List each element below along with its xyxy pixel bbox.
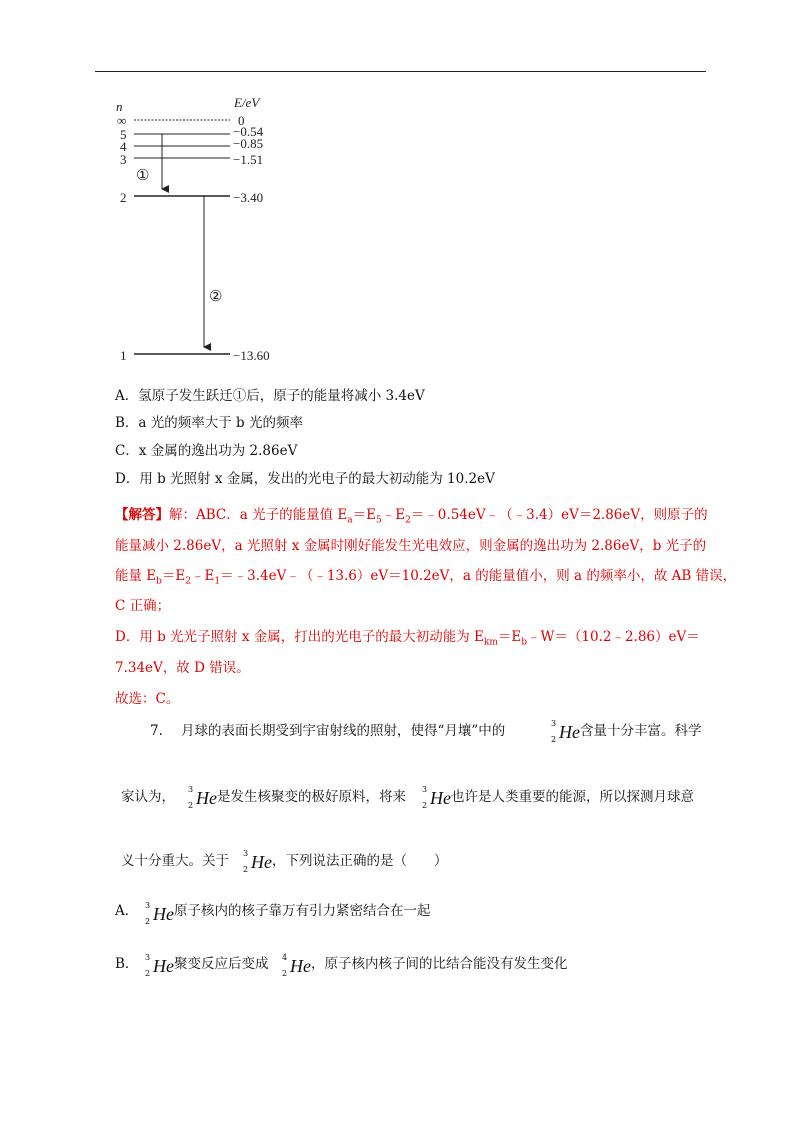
answer-l5-b: ＝E (497, 629, 522, 645)
answer-l1-sub2: 5 (375, 515, 382, 526)
q7-line3-a: 义十分重大。关于 (121, 853, 229, 869)
answer-l3-sub2: 2 (185, 576, 192, 587)
isotope-mass: 3 (422, 785, 428, 794)
isotope-charge: 2 (145, 969, 151, 978)
answer-l5-sub2: b (521, 637, 528, 648)
answer-line-2: 能量减小 2.86eV，a 光照射 x 金属时刚好能发生光电效应，则金属的逸出功为 2.86eV，b 光子的 (115, 538, 707, 554)
q7-option-b-label: B． (115, 956, 139, 972)
level-n-1: 1 (120, 348, 127, 363)
answer-line-4: C 正确； (115, 598, 171, 614)
q7-line1-b: 含量十分丰富。科学 (580, 723, 702, 739)
answer-l1-sub1: a (347, 515, 353, 526)
answer-l5-a: D．用 b 光光子照射 x 金属，打出的光电子的最大初动能为 E (115, 629, 484, 645)
isotope-symbol: He (290, 956, 311, 976)
q7-line2-c: 也许是人类重要的能源，所以探测月球意 (451, 789, 694, 805)
transition-label-2: ② (209, 289, 223, 305)
answer-l1-sub3: 2 (405, 515, 411, 526)
isotope-mass: 3 (243, 849, 249, 858)
answer-l1-a: 解：ABC．a 光子的能量值 E (169, 507, 348, 523)
answer-line-6: 7.34eV，故 D 错误。 (115, 660, 250, 676)
level-n-2: 2 (120, 190, 127, 205)
option-b: B．a 光的频率大于 b 光的频率 (115, 415, 303, 431)
isotope-symbol: He (430, 788, 451, 808)
isotope-charge: 2 (188, 801, 194, 810)
level-e-3: −1.51 (233, 152, 264, 167)
isotope-charge: 2 (551, 735, 557, 744)
isotope-mass: 3 (551, 719, 557, 728)
level-e-4: −0.85 (233, 136, 264, 151)
isotope-mass: 3 (145, 901, 151, 910)
level-e-1: −13.60 (233, 348, 270, 363)
answer-l3-sub1: b (156, 576, 162, 587)
isotope-charge: 2 (422, 801, 428, 810)
answer-l3-b: ＝E (161, 568, 186, 584)
level-e-2: −3.40 (233, 190, 264, 205)
q7-option-b-text1: 聚变反应后变成 (174, 956, 269, 972)
isotope-mass: 3 (145, 953, 151, 962)
answer-tag: 【解答】 (115, 507, 169, 523)
level-e-5: −0.54 (233, 124, 264, 139)
option-c: C．x 金属的逸出功为 2.86eV (115, 443, 298, 459)
isotope-symbol: He (153, 956, 174, 976)
answer-line-3 (115, 567, 736, 591)
q7-option-a-text: 原子核内的核子靠万有引力紧密结合在一起 (174, 903, 431, 919)
answer-l5-sub1: km (483, 637, 498, 648)
axis-n-label: n (116, 99, 123, 114)
q7-option-a-label: A． (115, 903, 139, 919)
option-a: A．氢原子发生跃迁①后，原子的能量将减小 3.4eV (115, 388, 425, 404)
answer-l1-c: ﹣E (381, 507, 406, 523)
answer-l5-c: ﹣W＝（10.2﹣2.86）eV＝ (527, 629, 700, 645)
answer-l3-sub3: 1 (214, 576, 221, 587)
answer-l1-d: ＝﹣0.54eV﹣（﹣3.4）eV＝2.86eV，则原子的 (410, 507, 708, 523)
isotope-mass: 4 (282, 953, 288, 962)
answer-l3-c: ﹣E (191, 568, 215, 584)
isotope-symbol: He (251, 852, 272, 872)
isotope-charge: 2 (282, 969, 288, 978)
energy-level-diagram (112, 92, 312, 367)
level-e-inf: 0 (238, 113, 245, 128)
question-7-number: 7. (150, 723, 163, 739)
header-rule (95, 71, 706, 72)
answer-l1-b: ＝E (352, 507, 376, 523)
isotope-charge: 2 (145, 917, 151, 926)
q7-line1-a: 月球的表面长期受到宇宙射线的照射，使得“月壤”中的 (181, 723, 506, 739)
answer-l3-a: 能量 E (115, 568, 157, 584)
transition-label-1: ① (136, 168, 150, 184)
isotope-mass: 3 (188, 785, 194, 794)
q7-line3-b: ，下列说法正确的是（ ） (272, 853, 448, 869)
isotope-charge: 2 (243, 865, 249, 874)
isotope-symbol: He (196, 788, 217, 808)
q7-line2-a: 家认为， (121, 789, 175, 805)
q7-line2-b: 是发生核聚变的极好原料，将来 (217, 789, 406, 805)
axis-energy-label: E/eV (234, 95, 260, 110)
level-n-inf: ∞ (117, 113, 127, 128)
answer-line-1 (115, 506, 708, 530)
q7-option-b-text2: ，原子核内核子间的比结合能没有发生变化 (311, 956, 568, 972)
answer-line-5 (115, 628, 700, 652)
answer-line-7: 故选：C。 (115, 691, 180, 707)
answer-l3-d: ＝﹣3.4eV﹣（﹣13.6）eV＝10.2eV，a 的能量值小，则 a 的频率小，故 AB 错误， (220, 568, 737, 584)
level-n-5: 5 (120, 127, 127, 142)
level-n-4: 4 (120, 139, 127, 154)
isotope-symbol: He (153, 904, 174, 924)
level-n-3: 3 (120, 152, 127, 167)
isotope-symbol: He (559, 722, 580, 742)
option-d: D．用 b 光照射 x 金属，发出的光电子的最大初动能为 10.2eV (115, 471, 495, 487)
